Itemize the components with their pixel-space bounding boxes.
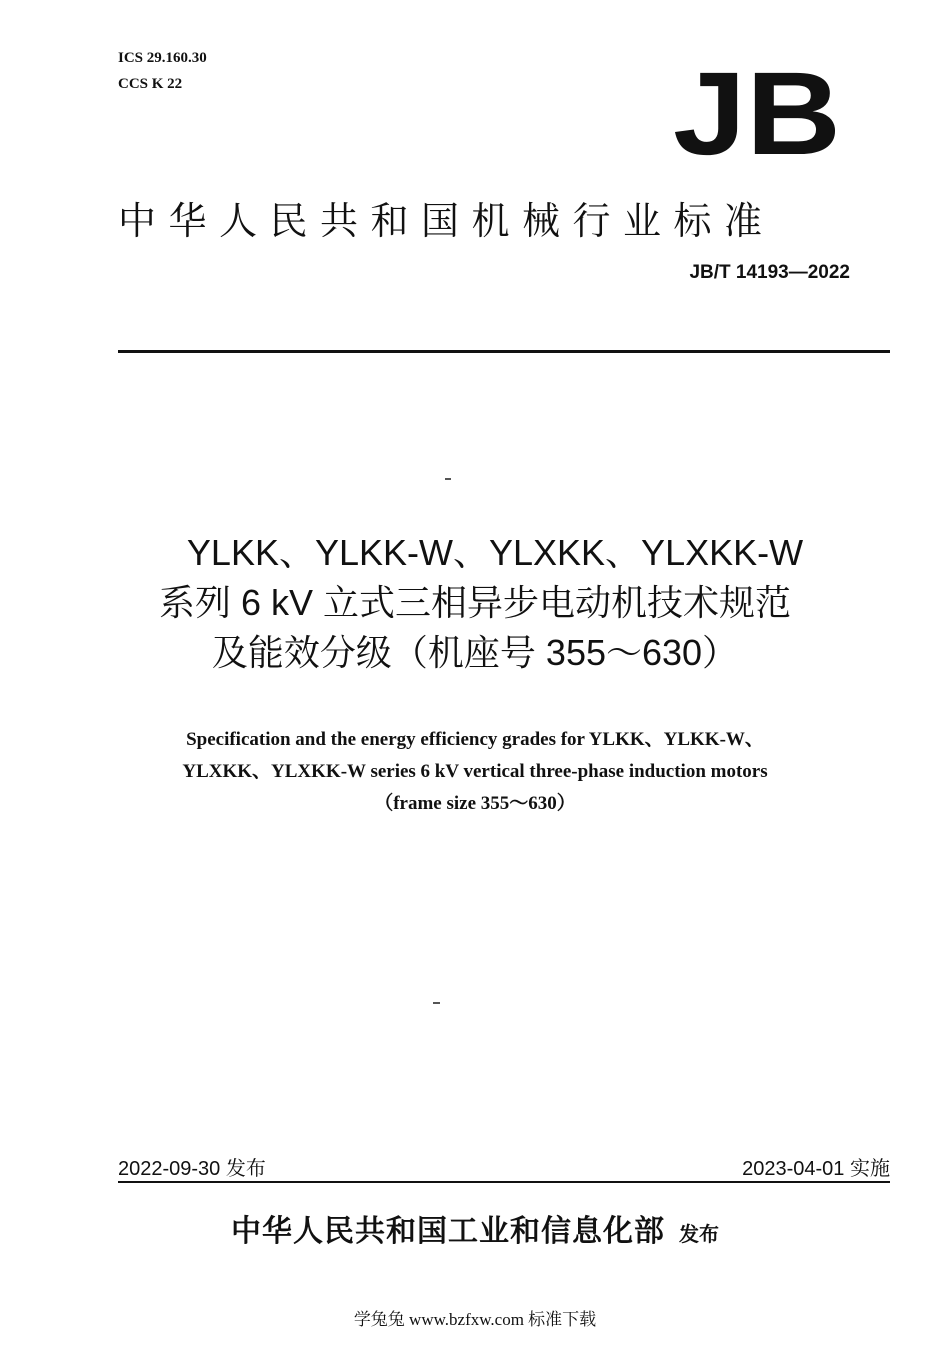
watermark-text: 学兔兔 www.bzfxw.com 标准下载: [353, 1310, 597, 1329]
english-title-line-1: Specification and the energy efficiency grades for YLKK、YLKK-W、: [186, 729, 764, 750]
standard-number: JB/T 14193—2022: [689, 262, 850, 283]
chinese-title-line-2: 系列 6 kV 立式三相异步电动机技术规范: [158, 582, 792, 623]
chinese-title-line-3: 及能效分级（机座号 355～630）: [211, 632, 739, 673]
issuer-suffix: 发布: [679, 1224, 719, 1246]
industry-standard-title: 中华人民共和国机械行业标准: [118, 201, 775, 243]
chinese-title-line-1: YLKK、YLKK-W、YLXKK、YLXKK-W: [186, 532, 804, 573]
ics-code: ICS 29.160.30: [118, 50, 207, 66]
english-title: [0, 724, 950, 820]
issuer-name: 中华人民共和国工业和信息化部: [231, 1215, 665, 1248]
decorative-mark: [445, 478, 451, 480]
issue-date: 2022-09-30 发布: [118, 1158, 266, 1180]
issuer: [0, 1206, 950, 1250]
english-title-line-3: （frame size 355～630）: [374, 793, 576, 814]
header-divider: [118, 350, 890, 353]
footer-divider: [118, 1181, 890, 1183]
chinese-title: [0, 528, 950, 678]
english-title-line-2: YLXKK、YLXKK-W series 6 kV vertical three-phase induction motors: [182, 761, 768, 782]
jb-logo: [672, 66, 842, 158]
implementation-date: 2023-04-01 实施: [742, 1158, 890, 1180]
decorative-mark: [433, 1002, 440, 1004]
ccs-code: CCS K 22: [118, 76, 183, 92]
jb-logo-text: JB: [673, 66, 841, 158]
